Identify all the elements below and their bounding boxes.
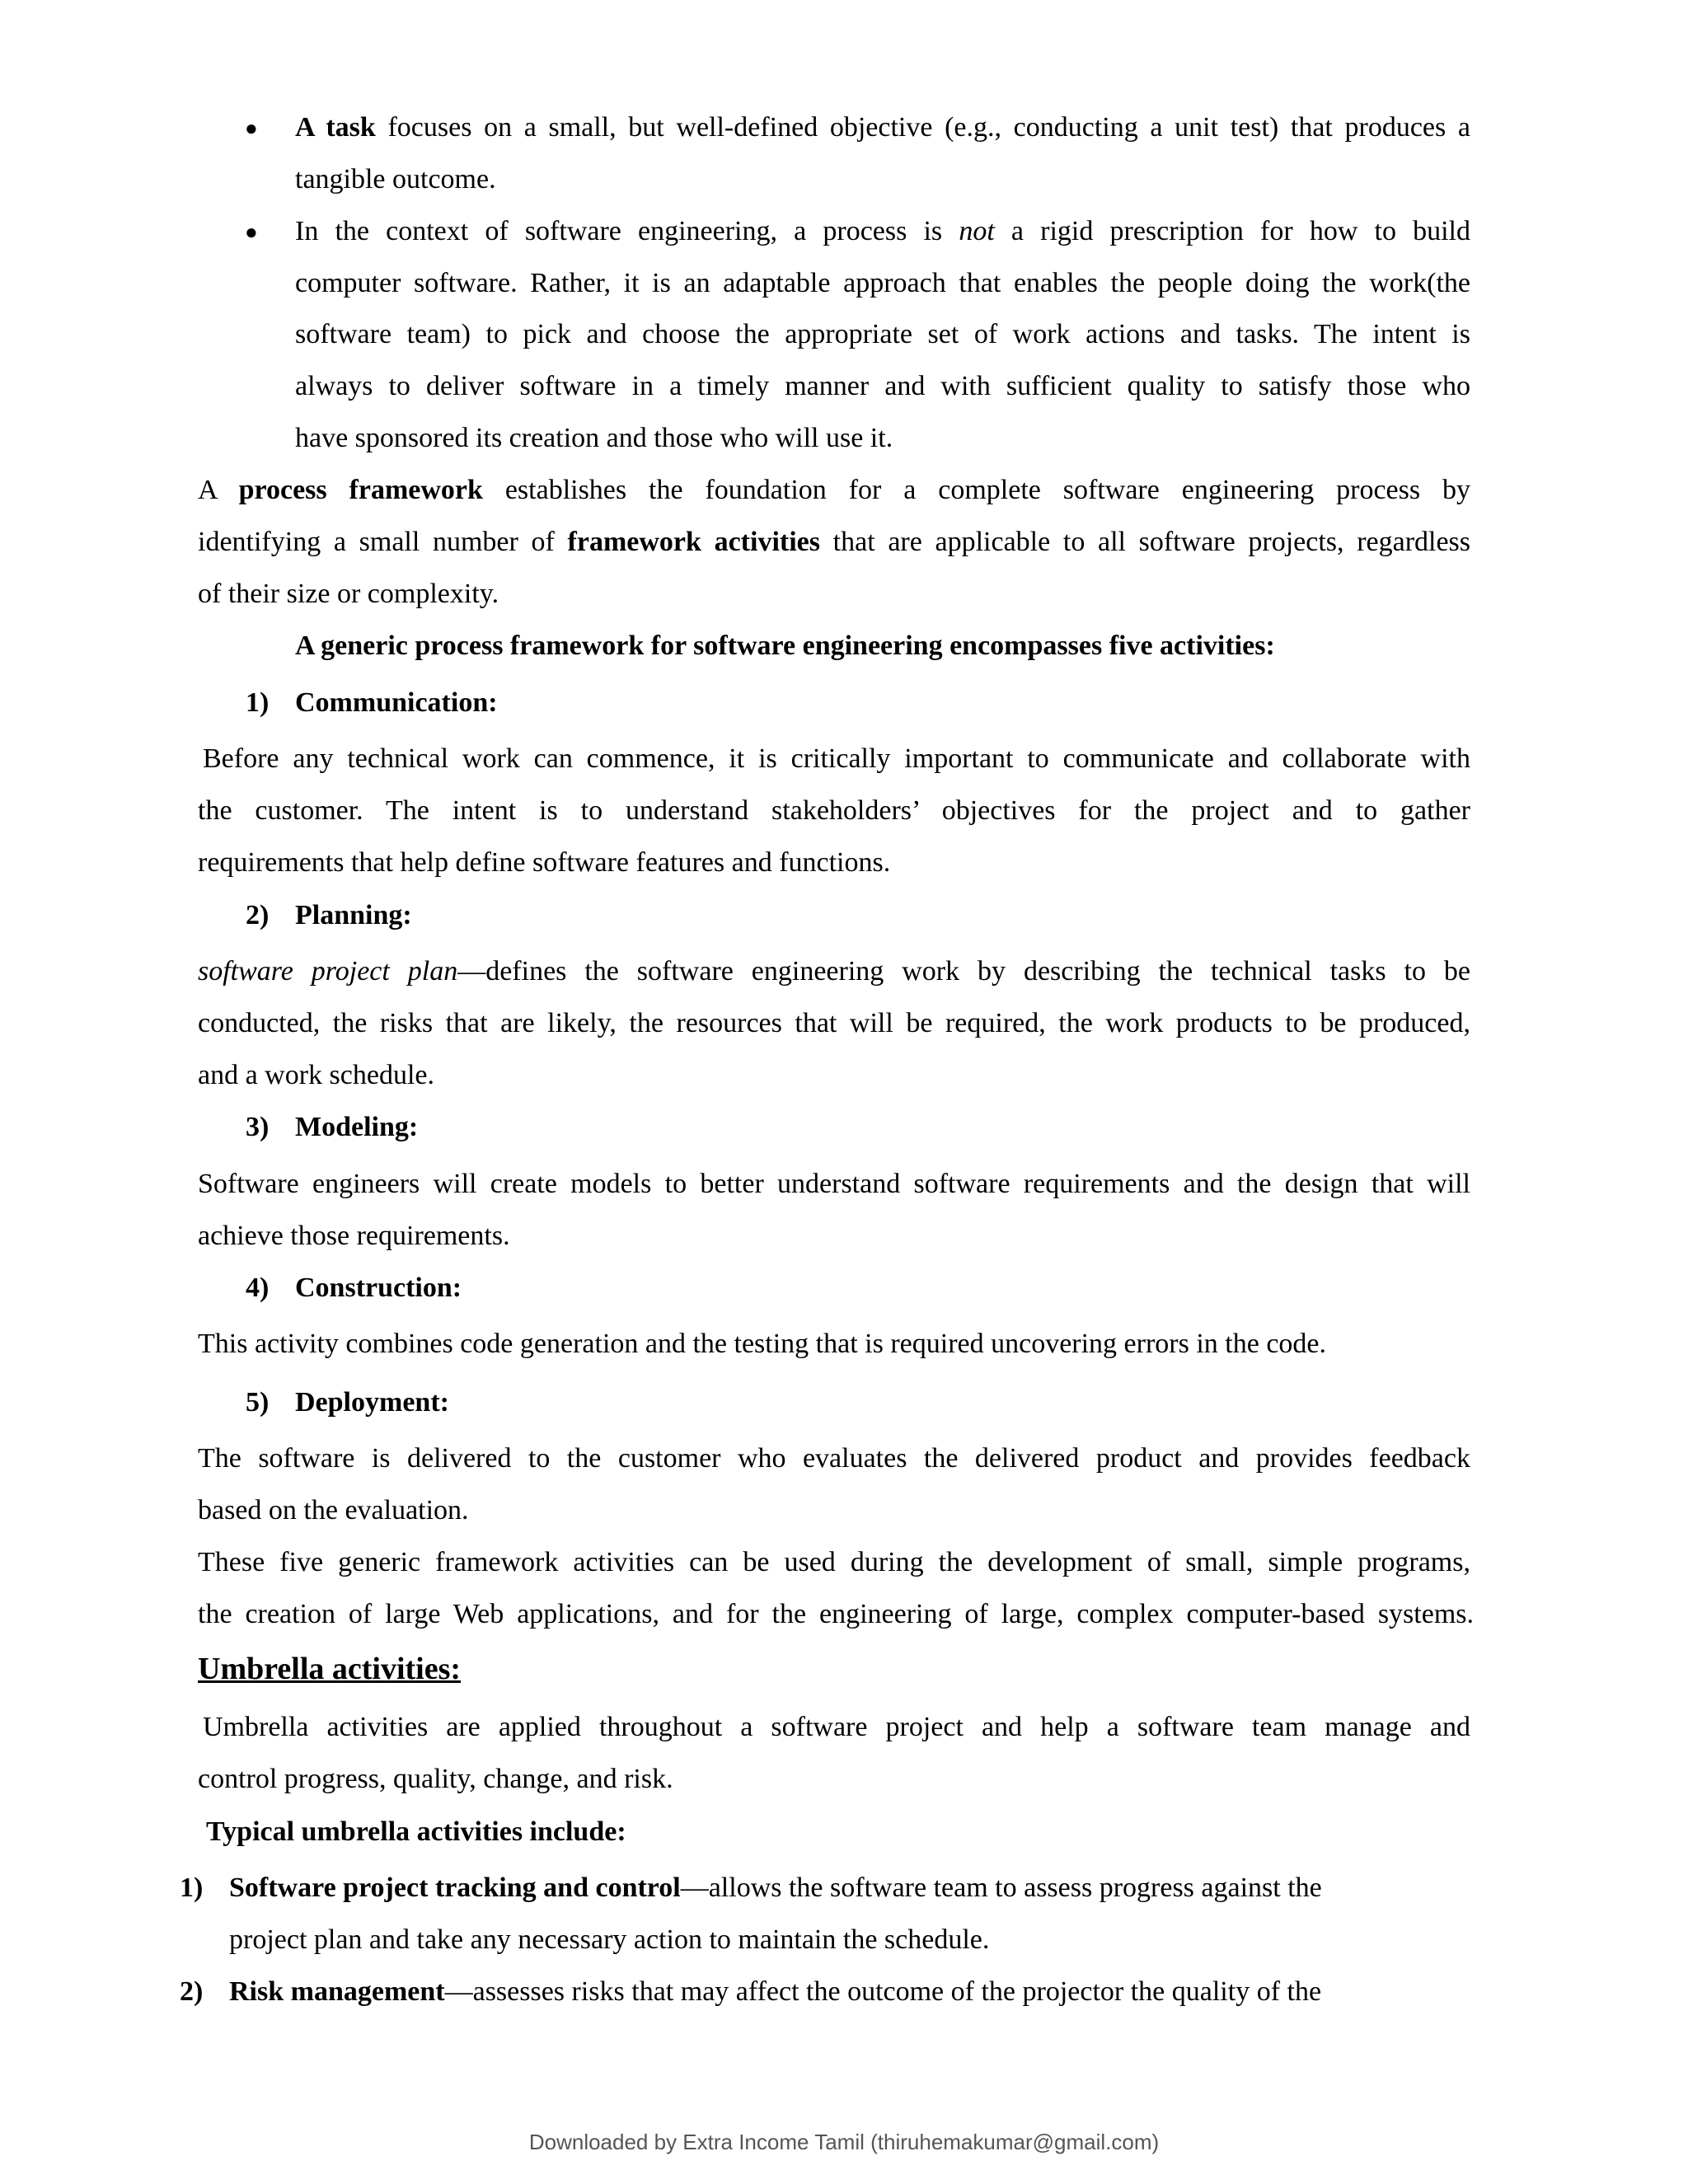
- bold-term: Software project tracking and control: [229, 1872, 681, 1903]
- paragraph-line: [198, 958, 1470, 986]
- list-number: 1): [180, 1872, 204, 1903]
- text-span: A: [198, 475, 217, 505]
- paragraph-line: the creation of large Web applications, and for the engineering of large, complex computer-based systems.: [198, 1599, 1474, 1629]
- paragraph-line: software team) to pick and choose the appropriate set of work actions and tasks. The intent is: [295, 319, 1470, 349]
- paragraph-line: The software is delivered to the customer who evaluates the delivered product and provides feedback: [198, 1443, 1470, 1474]
- paragraph-line: This activity combines code generation and the testing that is required uncovering errors in the code.: [198, 1329, 1327, 1359]
- paragraph-line: These five generic framework activities can be used during the development of small, simple programs,: [198, 1547, 1470, 1577]
- text-span: that are applicable to all software projects, regardless: [832, 527, 1471, 557]
- paragraph-line: [203, 1713, 1470, 1741]
- list-item-line: [229, 1978, 1321, 2006]
- list-number: 4): [246, 1272, 270, 1303]
- paragraph-line: [203, 745, 1470, 773]
- paragraph-line: [295, 218, 1470, 246]
- activity-heading: Planning:: [295, 900, 412, 930]
- list-item-line: [229, 1874, 1322, 1902]
- paragraph-line: conducted, the risks that are likely, the resources that will be required, the work products to be produced,: [198, 1008, 1470, 1038]
- bold-term: framework activities: [567, 527, 820, 557]
- text-span: establishes the foundation for a complete software engineering process by: [504, 475, 1470, 505]
- section-heading: A generic process framework for software engineering encompasses five activities:: [295, 630, 1275, 661]
- paragraph-line: [295, 114, 1470, 142]
- text-span: In the context of software engineering, a process is: [295, 216, 943, 246]
- bullet-icon: ●: [245, 116, 258, 140]
- paragraph-line: of their size or complexity.: [198, 579, 499, 609]
- paragraph-line: achieve those requirements.: [198, 1221, 510, 1251]
- umbrella-heading: Umbrella activities:: [198, 1652, 462, 1686]
- italic-term: software project plan: [198, 956, 458, 987]
- paragraph-line: always to deliver software in a timely manner and with sufficient quality to satisfy those who: [295, 371, 1470, 401]
- list-number: 3): [246, 1112, 270, 1142]
- list-number: 5): [246, 1387, 270, 1418]
- list-number: 2): [246, 900, 270, 930]
- list-item-line: project plan and take any necessary action to maintain the schedule.: [229, 1924, 990, 1955]
- download-footer: Downloaded by Extra Income Tamil (thiruhemakumar@gmail.com): [528, 2130, 1160, 2154]
- activity-heading: Modeling:: [295, 1112, 419, 1142]
- text-span: a rigid prescription for how to build: [1010, 216, 1470, 246]
- bullet-icon: ●: [245, 220, 258, 244]
- activity-heading: Deployment:: [295, 1387, 449, 1418]
- text-span: Before any technical work can commence, it is critically important to communicate and collaborate with: [203, 743, 1470, 774]
- paragraph-line: control progress, quality, change, and risk.: [198, 1764, 673, 1794]
- paragraph-line: tangible outcome.: [295, 164, 496, 194]
- text-span: identifying a small number of: [198, 527, 555, 557]
- paragraph-line: computer software. Rather, it is an adaptable approach that enables the people doing the work(the: [295, 268, 1470, 298]
- paragraph-line: Software engineers will create models to better understand software requirements and the design that will: [198, 1169, 1470, 1199]
- bold-term: process framework: [238, 475, 483, 505]
- paragraph-line: and a work schedule.: [198, 1060, 435, 1090]
- italic-term: not: [959, 216, 995, 246]
- activity-heading: Communication:: [295, 687, 498, 718]
- paragraph-line: requirements that help define software features and functions.: [198, 847, 891, 878]
- list-number: 1): [246, 687, 270, 718]
- text-span: —defines the software engineering work by describing the technical tasks to be: [457, 956, 1470, 987]
- paragraph-line: have sponsored its creation and those who will use it.: [295, 423, 893, 453]
- text-span: —allows the software team to assess progress against the: [680, 1872, 1322, 1903]
- paragraph-line: [198, 528, 1470, 556]
- bold-term: Risk management: [229, 1976, 445, 2007]
- text-span: focuses on a small, but well-defined objective (e.g., conducting a unit test) that produces a: [387, 112, 1471, 143]
- text-span: Umbrella activities are applied throughout a software project and help a software team manage and: [203, 1712, 1470, 1742]
- text-span: —assesses risks that may affect the outcome of the projector the quality of the: [444, 1976, 1322, 2007]
- activity-heading: Construction:: [295, 1272, 462, 1303]
- paragraph-line: the customer. The intent is to understand stakeholders’ objectives for the project and to gather: [198, 795, 1470, 826]
- bold-term: A task: [295, 112, 376, 143]
- subsection-heading: Typical umbrella activities include:: [206, 1816, 626, 1847]
- paragraph-line: based on the evaluation.: [198, 1495, 469, 1526]
- paragraph-line: [198, 476, 1470, 504]
- list-number: 2): [180, 1976, 204, 2007]
